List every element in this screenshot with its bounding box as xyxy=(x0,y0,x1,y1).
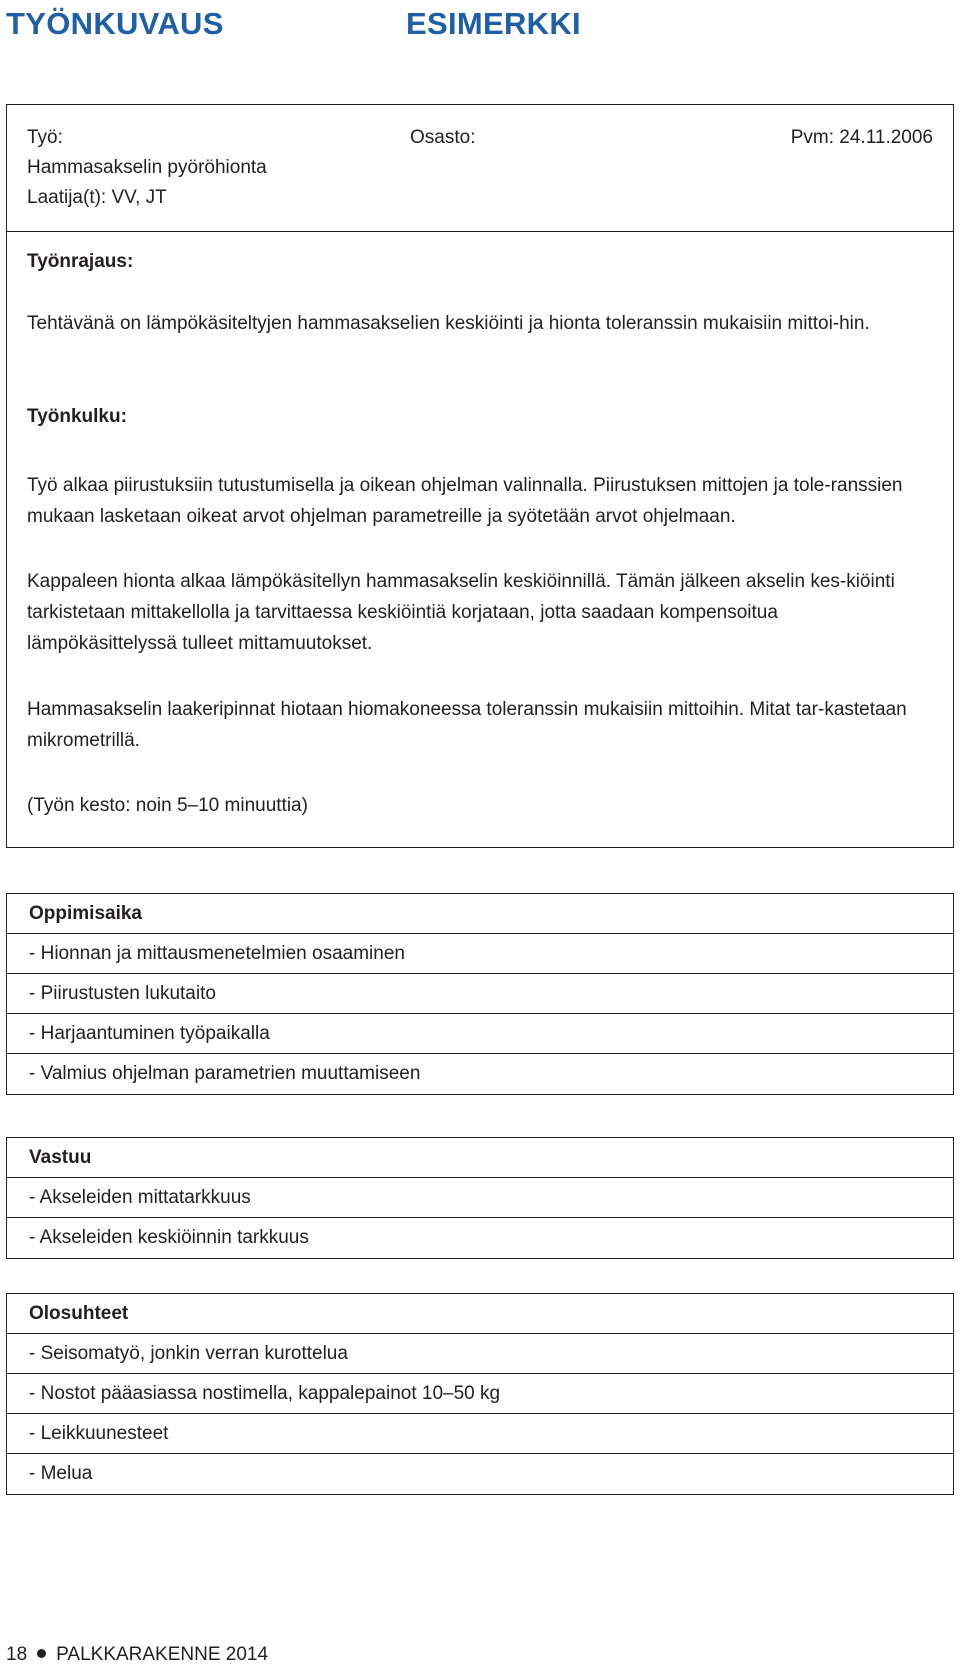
conditions-table xyxy=(6,1293,954,1495)
scope-heading: Työnrajaus: xyxy=(27,251,134,272)
bullet-dot-icon xyxy=(37,1649,46,1658)
responsibility-item: - Akseleiden keskiöinnin tarkkuus xyxy=(29,1227,309,1248)
responsibility-table xyxy=(6,1137,954,1259)
learning-item: - Piirustusten lukutaito xyxy=(7,974,953,1014)
responsibility-item: - Akseleiden mittatarkkuus xyxy=(7,1178,953,1218)
workflow-paragraph: Hammasakselin laakeripinnat hiotaan hiomakoneessa toleranssin mukaisiin mittoihin. Mitat tar-kastetaan mikrometrillä. xyxy=(27,699,907,751)
example-label: ESIMERKKI xyxy=(406,6,581,41)
authors-label: Laatija(t): VV, JT xyxy=(27,187,167,208)
work-label: Työ: xyxy=(27,127,63,148)
conditions-item: - Nostot pääasiassa nostimella, kappalepainot 10–50 kg xyxy=(7,1374,953,1414)
date-label: Pvm: 24.11.2006 xyxy=(790,127,933,148)
conditions-item: - Leikkuunesteet xyxy=(7,1414,953,1454)
learning-item: - Harjaantuminen työpaikalla xyxy=(7,1014,953,1054)
page-title: TYÖNKUVAUS xyxy=(6,6,224,41)
learning-item: - Hionnan ja mittausmenetelmien osaaminen xyxy=(7,934,953,974)
info-box xyxy=(6,104,954,232)
conditions-heading: Olosuhteet xyxy=(7,1294,953,1334)
department-label: Osasto: xyxy=(410,127,476,148)
page-number: 18 xyxy=(6,1644,28,1665)
conditions-item: - Seisomatyö, jonkin verran kurottelua xyxy=(7,1334,953,1374)
workflow-heading: Työnkulku: xyxy=(27,406,127,427)
page-footer xyxy=(6,1643,268,1667)
responsibility-heading: Vastuu xyxy=(7,1138,953,1178)
conditions-item: - Melua xyxy=(29,1463,93,1484)
work-duration: (Työn kesto: noin 5–10 minuuttia) xyxy=(27,795,308,816)
scope-text: Tehtävänä on lämpökäsiteltyjen hammasakselien keskiöinti ja hionta toleranssin mukaisiin mittoi-hin. xyxy=(27,313,870,334)
description-box xyxy=(6,231,954,848)
work-value: Hammasakselin pyöröhionta xyxy=(27,157,267,178)
learning-heading: Oppimisaika xyxy=(7,894,953,934)
publication-name: PALKKARAKENNE 2014 xyxy=(56,1644,269,1665)
workflow-paragraph: Työ alkaa piirustuksiin tutustumisella ja oikean ohjelman valinnalla. Piirustuksen mittojen ja tole-ranssien mukaan lasketaan oikeat arvot ohjelman parametreille ja syötetään arvot ohjelmaan. xyxy=(27,475,903,527)
learning-item: - Valmius ohjelman parametrien muuttamiseen xyxy=(29,1063,421,1084)
learning-table xyxy=(6,893,954,1095)
workflow-paragraph: Kappaleen hionta alkaa lämpökäsitellyn hammasakselin keskiöinnillä. Tämän jälkeen akselin kes-kiöinti tarkistetaan mittakellolla ja tarvittaessa keskiöintiä korjataan, jotta saadaan kompensoitua lämpökäsittelyssä tulleet mittamuutokset. xyxy=(27,571,895,654)
